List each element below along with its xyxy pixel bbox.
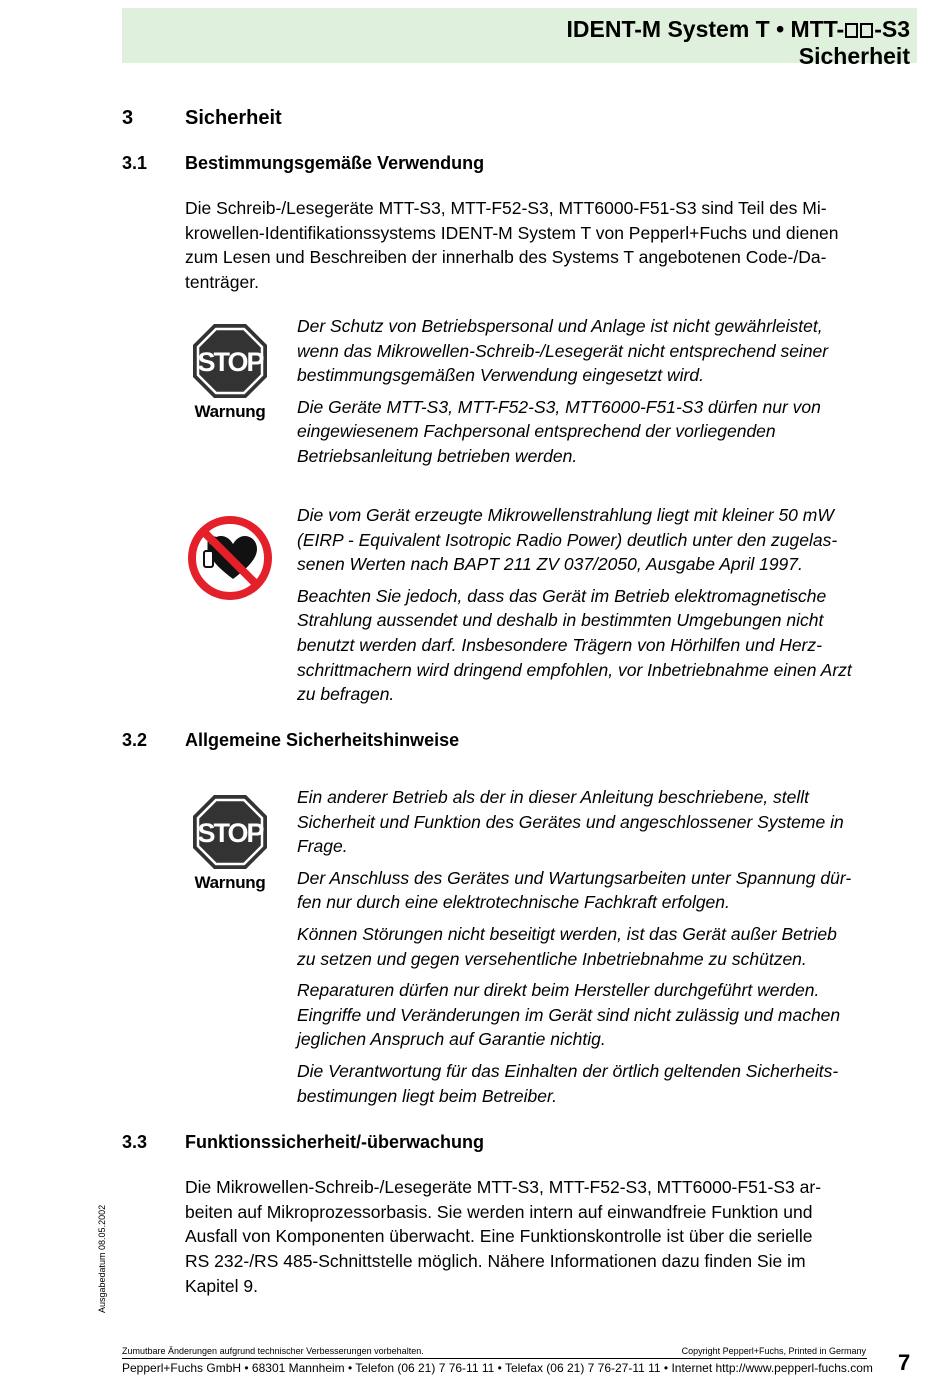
footer-notice: Zumutbare Änderungen aufgrund technischer Verbesserungen vorbehalten. [122,1346,424,1356]
warning-label: Warnung [194,402,266,421]
stop-sign-icon [192,323,268,399]
note-paragraph: Ein anderer Betrieb als der in dieser Anleitung beschriebene, stellt Sicherheit und Funktion des Gerätes und angeschlossener Systeme in Frage. [297,787,844,857]
footer-divider [122,1358,867,1359]
section-number: 3.3 [122,1132,148,1152]
section-title: Funktionssicherheit/-überwachung [185,1132,485,1152]
header-title-suffix: -S3 [874,16,910,42]
section-number: 3.1 [122,153,148,173]
stop-sign-icon [192,794,268,870]
page-header [122,8,917,69]
stop-sign-text: STOP [197,347,263,377]
note-paragraph: Der Schutz von Betriebspersonal und Anlage ist nicht gewährleistet, wenn das Mikrowellen-Schreib-/Lesegerät nicht entsprechend seiner bestimmungsgemäßen Verwendung eingesetzt wird. [297,316,829,386]
warning-note-2 [297,785,919,1115]
placeholder-box-glyph [860,23,873,38]
section-3-3-body [185,1175,912,1299]
issue-date-note: Ausgabedatum 08.05.2002 [97,1204,107,1313]
note-paragraph: Können Störungen nicht beseitigt werden, ist das Gerät außer Betrieb zu setzen und gegen versehentliche Inbetriebnahme zu schützen. [297,923,837,969]
header-title [567,16,910,42]
warning-label: Warnung [194,873,266,892]
note-paragraph: Die Geräte MTT-S3, MTT-F52-S3, MTT6000-F51-S3 dürfen nur von eingewiesenem Fachpersonal entsprechend der vorliegenden Betriebsanleitung betrieben werden. [297,396,821,466]
note-paragraph: Die Verantwortung für das Einhalten der örtlich geltenden Sicherheits- bestimungen liegt beim Betreiber. [297,1060,839,1106]
body-paragraph: Die Mikrowellen-Schreib-/Lesegeräte MTT-S3, MTT-F52-S3, MTT6000-F51-S3 ar- beiten auf Mikroprozessorbasis. Sie werden intern auf einwandfreie Funktion und Ausfall von Komponenten überwacht. Eine Funktionskontrolle ist über die serielle RS 232-/RS 485-Schnittstelle möglich. Nähere Informationen dazu finden Sie im Kapitel 9. [185,1177,822,1296]
section-number: 3.2 [122,730,148,750]
no-pacemaker-icon [187,515,273,601]
warning-note-1 [297,314,919,476]
stop-sign-text: STOP [197,818,263,848]
note-paragraph: Der Anschluss des Gerätes und Wartungsarbeiten unter Spannung dür- fen nur durch eine elektrotechnische Fachkraft erfolgen. [297,867,852,913]
chapter-title: Sicherheit [185,107,282,129]
placeholder-box-glyph [845,23,858,38]
section-title: Allgemeine Sicherheitshinweise [185,730,460,750]
section-title: Bestimmungsgemäße Verwendung [185,153,485,173]
body-paragraph: Die Schreib-/Lesegeräte MTT-S3, MTT-F52-S3, MTT6000-F51-S3 sind Teil des Mi- krowellen-Identifikationssystems IDENT-M System T von Pepperl+Fuchs und dienen zum Lesen und Beschreiben der innerhalb des Systems T angebotenen Code-/Da- tenträger. [185,198,839,293]
page-number: 7 [898,1350,911,1375]
note-paragraph: Reparaturen dürfen nur direkt beim Hersteller durchgeführt werden. Eingriffe und Veränderungen im Gerät sind nicht zulässig und machen jeglichen Anspruch auf Garantie nichtig. [297,980,841,1050]
section-3-1-body [185,196,912,295]
header-title-prefix: IDENT-M System T • MTT- [566,16,845,42]
note-paragraph: Die vom Gerät erzeugte Mikrowellenstrahlung liegt mit kleiner 50 mW (EIRP - Equivalent Isotropic Radio Power) deutlich unter den zugelas- senen Werten nach BAPT 211 ZV 037/2050, Ausgabe April 1997. [297,505,838,575]
footer-copyright: Copyright Pepperl+Fuchs, Printed in Germany [681,1346,866,1356]
footer-address: Pepperl+Fuchs GmbH • 68301 Mannheim • Telefon (06 21) 7 76-11 11 • Telefax (06 21) 7 76-27-11 11 • Internet http://www.pepperl-fuchs.com [122,1361,873,1375]
note-paragraph: Beachten Sie jedoch, dass das Gerät im Betrieb elektromagnetische Strahlung aussendet und deshalb in bestimmten Umgebungen nicht benutzt werden darf. Insbesondere Trägern von Hörhilfen und Herz- schrittmachern wird dringend empfohlen, vor Inbetriebnahme einen Arzt zu befragen. [297,585,852,705]
header-subtitle: Sicherheit [798,43,910,69]
pacemaker-note [297,503,919,714]
chapter-number: 3 [122,107,134,129]
